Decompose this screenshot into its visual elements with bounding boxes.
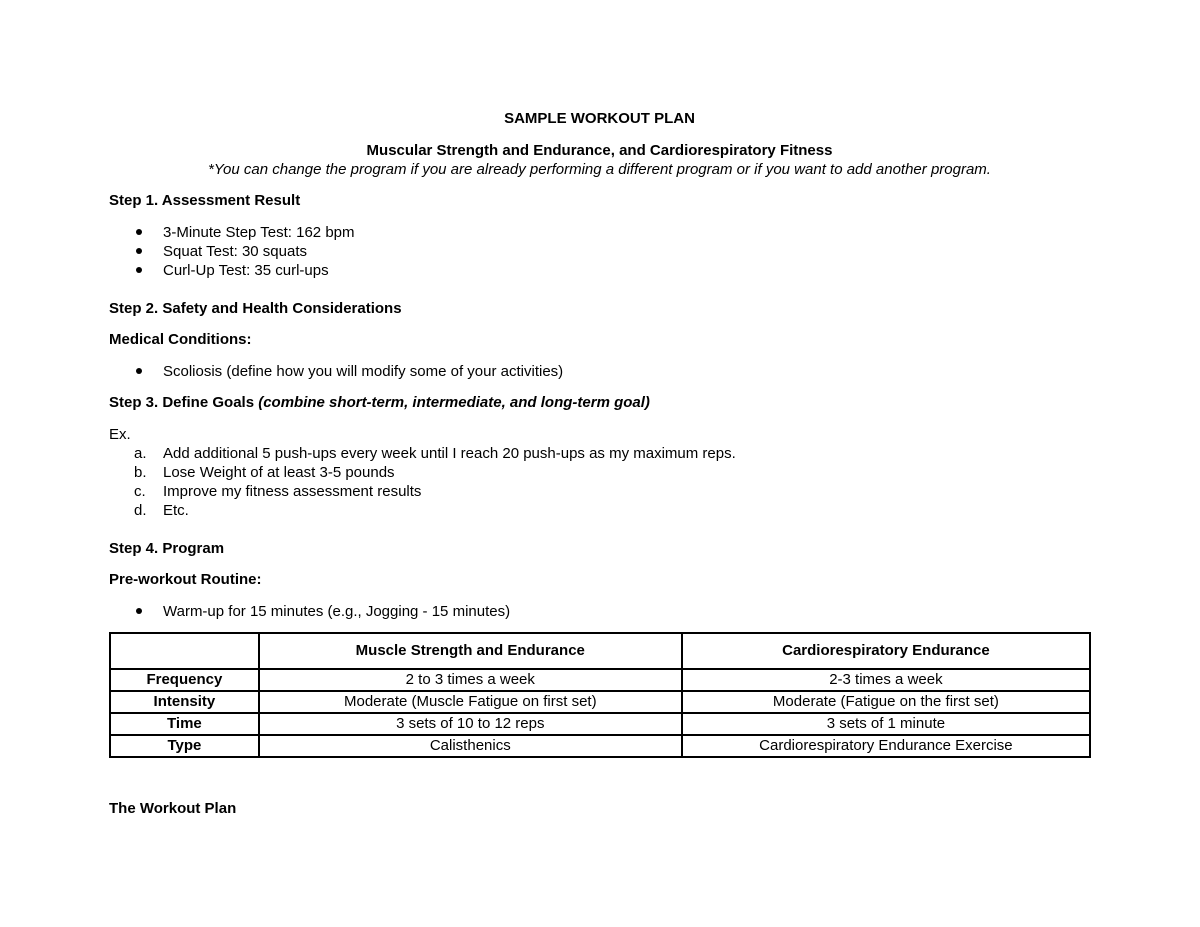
table-row: [110, 691, 1090, 713]
list-item-text: Add additional 5 push-ups every week until I reach 20 push-ups as my maximum reps.: [163, 445, 736, 462]
document-title: SAMPLE WORKOUT PLAN: [504, 110, 695, 127]
document-subtitle: Muscular Strength and Endurance, and Cardiorespiratory Fitness: [366, 142, 833, 159]
table-cell: 2 to 3 times a week: [259, 669, 682, 691]
list-item-letter: d.: [134, 502, 147, 519]
list-item-text: Curl-Up Test: 35 curl-ups: [163, 262, 329, 279]
table-cell: Moderate (Muscle Fatigue on first set): [259, 691, 682, 713]
document-note: *You can change the program if you are already performing a different program or if you want to add another program.: [208, 161, 991, 178]
bullet-icon: [136, 368, 142, 374]
list-item-text: Squat Test: 30 squats: [163, 243, 307, 260]
step2-heading: Step 2. Safety and Health Considerations: [109, 300, 402, 317]
workout-plan-heading: The Workout Plan: [109, 800, 237, 817]
program-table: [109, 632, 1091, 758]
bullet-icon: [136, 248, 142, 254]
step3-heading-note: (combine short-term, intermediate, and long-term goal): [258, 394, 650, 411]
table-cell: Cardiorespiratory Endurance Exercise: [682, 735, 1090, 757]
bullet-icon: [136, 608, 142, 614]
list-item-text: Scoliosis (define how you will modify some of your activities): [163, 363, 564, 380]
list-item-text: Etc.: [163, 502, 189, 519]
list-item-text: 3-Minute Step Test: 162 bpm: [163, 224, 355, 241]
table-header-cell: [110, 633, 259, 669]
bullet-icon: [136, 229, 142, 235]
pre-workout-heading: Pre-workout Routine:: [109, 571, 262, 588]
table-cell: Calisthenics: [259, 735, 682, 757]
table-header-cell: Cardiorespiratory Endurance: [682, 633, 1090, 669]
list-item-letter: a.: [134, 445, 147, 462]
list-item-letter: c.: [134, 483, 146, 500]
list-item-text: Lose Weight of at least 3-5 pounds: [163, 464, 395, 481]
list-item-letter: b.: [134, 464, 147, 481]
table-row-label: Time: [110, 713, 259, 735]
table-header-row: [110, 633, 1090, 669]
table-row: [110, 669, 1090, 691]
step3-heading: Step 3. Define Goals: [109, 394, 255, 411]
table-row-label: Intensity: [110, 691, 259, 713]
step4-heading: Step 4. Program: [109, 540, 225, 557]
step1-heading: Step 1. Assessment Result: [109, 192, 301, 209]
table-header-cell: Muscle Strength and Endurance: [259, 633, 682, 669]
table-row-label: Type: [110, 735, 259, 757]
table-cell: 3 sets of 1 minute: [682, 713, 1090, 735]
list-item-text: Improve my fitness assessment results: [163, 483, 422, 500]
medical-conditions-heading: Medical Conditions:: [109, 331, 252, 348]
table-cell: 3 sets of 10 to 12 reps: [259, 713, 682, 735]
table-row-label: Frequency: [110, 669, 259, 691]
bullet-icon: [136, 267, 142, 273]
example-label: Ex.: [109, 426, 131, 443]
list-item-text: Warm-up for 15 minutes (e.g., Jogging - 15 minutes): [163, 603, 511, 620]
step3-heading-line: [109, 394, 650, 412]
table-cell: Moderate (Fatigue on the first set): [682, 691, 1090, 713]
table-row: [110, 713, 1090, 735]
table-row: [110, 735, 1090, 757]
table-cell: 2-3 times a week: [682, 669, 1090, 691]
